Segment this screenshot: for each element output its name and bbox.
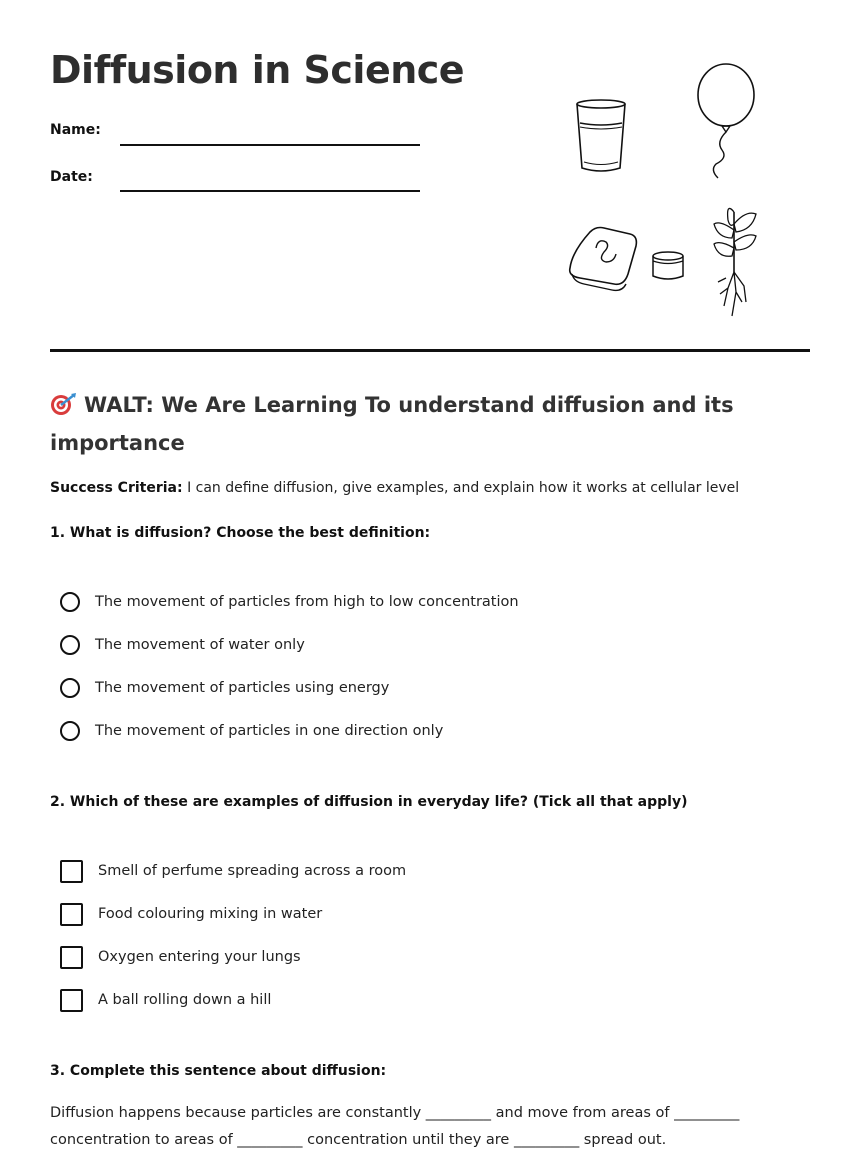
q2-option-4[interactable]: [60, 988, 271, 1012]
plant-icon: [706, 202, 766, 320]
walt-text: WALT: We Are Learning To understand diffusion and its importance: [50, 393, 734, 455]
option-label: Food colouring mixing in water: [98, 906, 323, 922]
option-label: The movement of water only: [95, 637, 305, 653]
option-label: A ball rolling down a hill: [98, 992, 272, 1008]
success-criteria-text: I can define diffusion, give examples, and explain how it works at cellular level: [187, 480, 740, 496]
date-field[interactable]: [120, 190, 420, 192]
option-label: Oxygen entering your lungs: [98, 949, 301, 965]
radio-button[interactable]: [60, 592, 80, 612]
fill-in-sentence[interactable]: Diffusion happens because particles are constantly _________ and move from areas of _________ concentration to areas of _________ concentration until they are _________ spread out.: [50, 1105, 740, 1148]
option-label: Smell of perfume spreading across a room: [98, 863, 407, 879]
date-label: Date:: [50, 169, 93, 185]
target-dart-icon: [50, 392, 78, 416]
option-label: The movement of particles using energy: [95, 680, 390, 696]
option-label: The movement of particles from high to low concentration: [95, 594, 519, 610]
walt-heading: [50, 386, 790, 462]
sponge-icon: [562, 222, 642, 292]
success-criteria-label: Success Criteria:: [50, 480, 183, 496]
q1-option-2[interactable]: [60, 633, 305, 657]
radio-button[interactable]: [60, 721, 80, 741]
question-3: 3. Complete this sentence about diffusion:: [50, 1063, 387, 1079]
checkbox[interactable]: [60, 903, 83, 926]
checkbox[interactable]: [60, 946, 83, 969]
name-label: Name:: [50, 122, 101, 138]
q2-option-1[interactable]: [60, 859, 406, 883]
small-jar-icon: [648, 248, 688, 284]
balloon-icon: [692, 62, 764, 182]
radio-button[interactable]: [60, 635, 80, 655]
q2-option-2[interactable]: [60, 902, 322, 926]
q1-option-3[interactable]: [60, 676, 389, 700]
radio-button[interactable]: [60, 678, 80, 698]
page-title: Diffusion in Science: [50, 48, 465, 92]
option-label: The movement of particles in one direction only: [95, 723, 444, 739]
question-1: 1. What is diffusion? Choose the best definition:: [50, 525, 431, 541]
water-glass-icon: [570, 96, 634, 176]
section-divider: [50, 349, 810, 352]
q1-option-4[interactable]: [60, 719, 443, 743]
name-field[interactable]: [120, 144, 420, 146]
question-2: 2. Which of these are examples of diffusion in everyday life? (Tick all that apply): [50, 794, 688, 810]
q2-option-3[interactable]: [60, 945, 301, 969]
q1-option-1[interactable]: [60, 590, 519, 614]
checkbox[interactable]: [60, 860, 83, 883]
checkbox[interactable]: [60, 989, 83, 1012]
success-criteria: [50, 480, 739, 496]
